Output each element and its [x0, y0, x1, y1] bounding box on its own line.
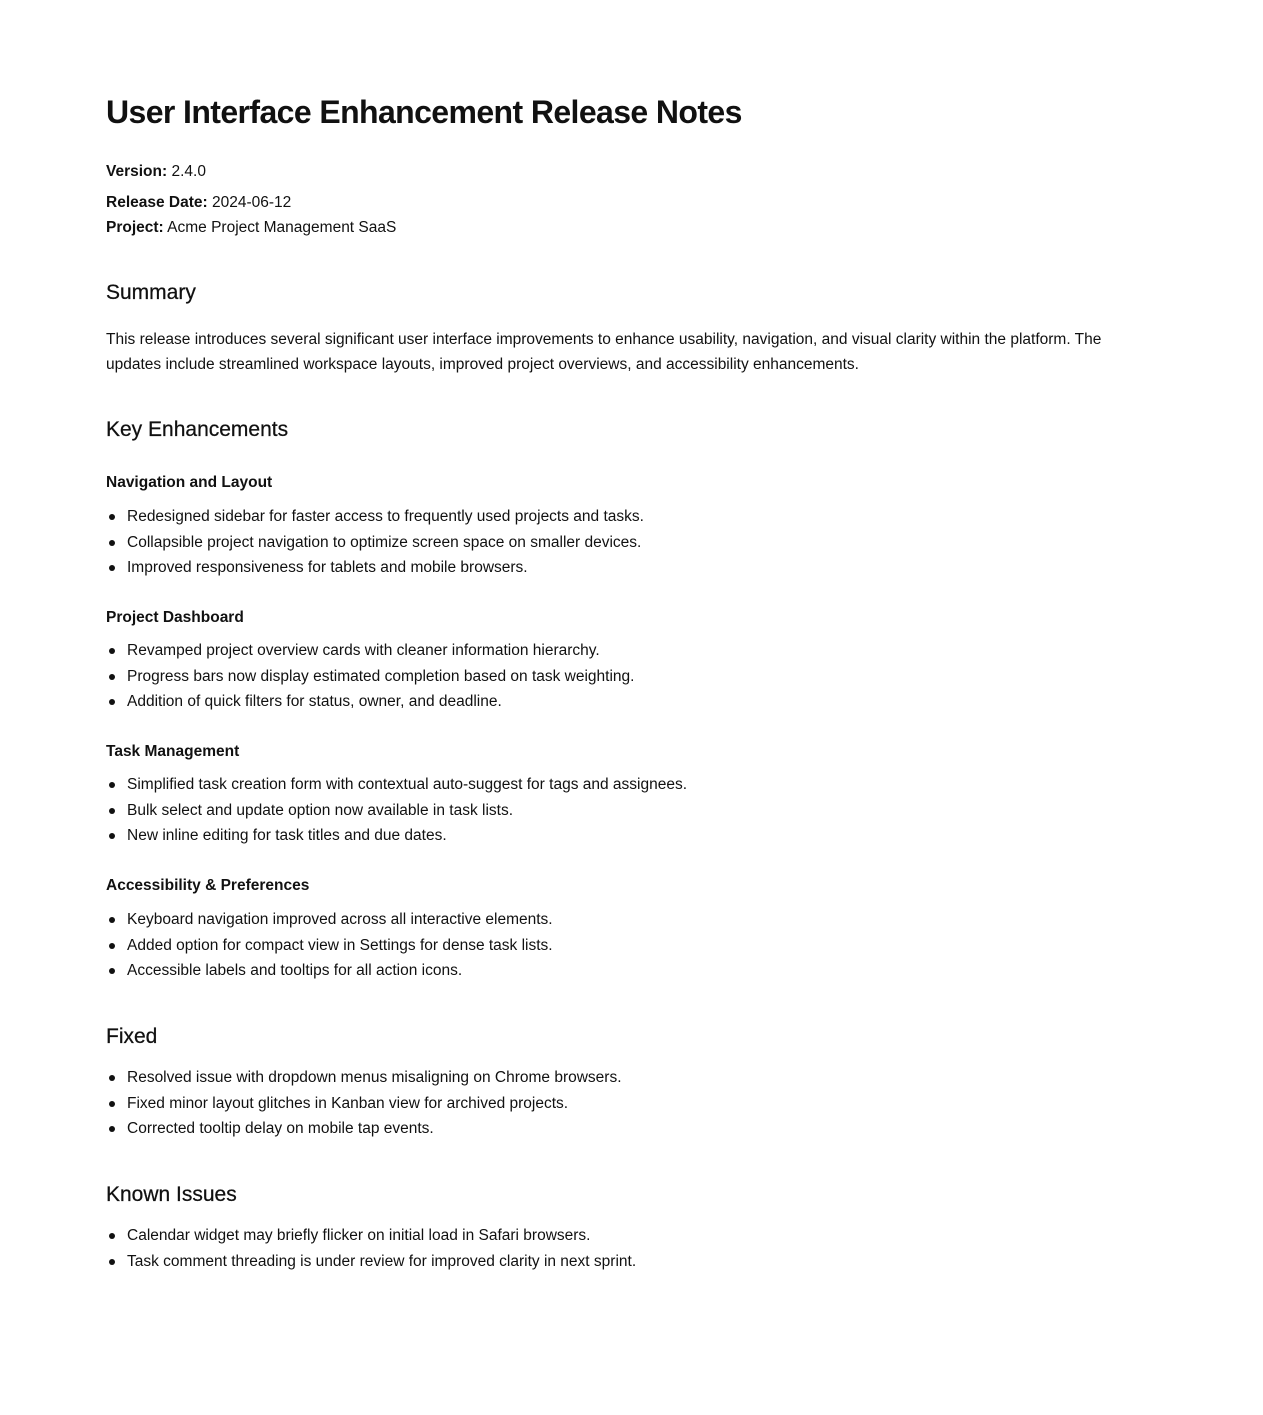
meta-version-label: Version: — [106, 163, 168, 180]
list-item-text: Progress bars now display estimated completion based on task weighting. — [127, 667, 635, 685]
meta-release-date-value: 2024-06-12 — [211, 194, 292, 211]
list-item-text: Task comment threading is under review for improved clarity in next sprint. — [127, 1252, 637, 1270]
project-dashboard-list — [106, 640, 634, 717]
meta-release-date-label: Release Date: — [106, 194, 208, 211]
project-dashboard-heading: Project Dashboard — [106, 609, 244, 626]
bullet-icon — [109, 1075, 115, 1081]
list-item-text: Added option for compact view in Settings for dense task lists. — [127, 936, 553, 954]
bullet-icon — [109, 1233, 115, 1239]
list-item — [106, 1067, 622, 1093]
list-item-text: Calendar widget may briefly flicker on initial load in Safari browsers. — [127, 1227, 591, 1244]
list-item-text: Accessible labels and tooltips for all action icons. — [127, 962, 463, 980]
meta-version — [106, 162, 206, 182]
list-item-text: Addition of quick filters for status, owner, and deadline. — [127, 693, 502, 711]
bullet-icon — [109, 514, 115, 520]
list-item — [106, 1251, 636, 1277]
list-item — [106, 800, 687, 826]
summary-heading: Summary — [106, 281, 196, 304]
navigation-layout-heading: Navigation and Layout — [106, 474, 273, 491]
accessibility-preferences-heading: Accessibility & Preferences — [106, 877, 310, 894]
list-item-text: New inline editing for task titles and due dates. — [127, 827, 447, 845]
list-item — [106, 1093, 622, 1119]
list-item-text: Keyboard navigation improved across all interactive elements. — [127, 911, 553, 928]
bullet-icon — [109, 943, 115, 949]
list-item — [106, 935, 553, 961]
list-item — [106, 1225, 636, 1251]
list-item — [106, 774, 687, 800]
key-enhancements-heading: Key Enhancements — [106, 418, 289, 441]
list-item — [106, 960, 553, 986]
bullet-icon — [109, 1101, 115, 1107]
list-item-text: Collapsible project navigation to optimize screen space on smaller devices. — [127, 533, 642, 551]
fixed-list — [106, 1067, 622, 1144]
bullet-icon — [109, 968, 115, 974]
meta-project-value: Acme Project Management SaaS — [167, 219, 397, 236]
list-item-text: Fixed minor layout glitches in Kanban view for archived projects. — [127, 1094, 569, 1112]
page-title: User Interface Enhancement Release Notes — [106, 94, 742, 130]
list-item — [106, 1118, 622, 1144]
task-management-list — [106, 774, 687, 851]
meta-project — [106, 218, 396, 238]
list-item — [106, 666, 634, 692]
meta-project-label: Project: — [106, 219, 164, 236]
bullet-icon — [109, 833, 115, 839]
known-issues-list — [106, 1225, 636, 1276]
task-management-heading: Task Management — [106, 743, 240, 760]
list-item-text: Revamped project overview cards with cleaner information hierarchy. — [127, 642, 600, 659]
bullet-icon — [109, 699, 115, 705]
bullet-icon — [109, 808, 115, 814]
bullet-icon — [109, 782, 115, 788]
meta-version-value: 2.4.0 — [171, 163, 206, 180]
fixed-heading: Fixed — [106, 1025, 158, 1048]
bullet-icon — [109, 565, 115, 571]
list-item — [106, 909, 553, 935]
bullet-icon — [109, 674, 115, 680]
accessibility-preferences-list — [106, 909, 553, 986]
bullet-icon — [109, 917, 115, 923]
list-item — [106, 506, 644, 532]
bullet-icon — [109, 1259, 115, 1265]
list-item — [106, 557, 644, 583]
list-item — [106, 691, 634, 717]
navigation-layout-list — [106, 506, 644, 583]
list-item — [106, 532, 644, 558]
list-item-text: Resolved issue with dropdown menus misaligning on Chrome browsers. — [127, 1069, 622, 1086]
list-item — [106, 825, 687, 851]
meta-release-date — [106, 193, 291, 213]
list-item-text: Improved responsiveness for tablets and mobile browsers. — [127, 559, 528, 577]
list-item-text: Redesigned sidebar for faster access to frequently used projects and tasks. — [127, 508, 644, 525]
list-item-text: Simplified task creation form with contextual auto-suggest for tags and assignees. — [127, 776, 688, 793]
list-item-text: Corrected tooltip delay on mobile tap events. — [127, 1120, 434, 1138]
bullet-icon — [109, 648, 115, 654]
summary-paragraph: This release introduces several significant user interface improvements to enhance usability, navigation, and visual clarity within the platform. The updates include streamlined workspace layouts, improved project overviews, and accessibility enhancements. — [106, 331, 1102, 373]
bullet-icon — [109, 1126, 115, 1132]
known-issues-heading: Known Issues — [106, 1183, 237, 1206]
bullet-icon — [109, 540, 115, 546]
list-item — [106, 640, 634, 666]
list-item-text: Bulk select and update option now available in task lists. — [127, 801, 514, 819]
